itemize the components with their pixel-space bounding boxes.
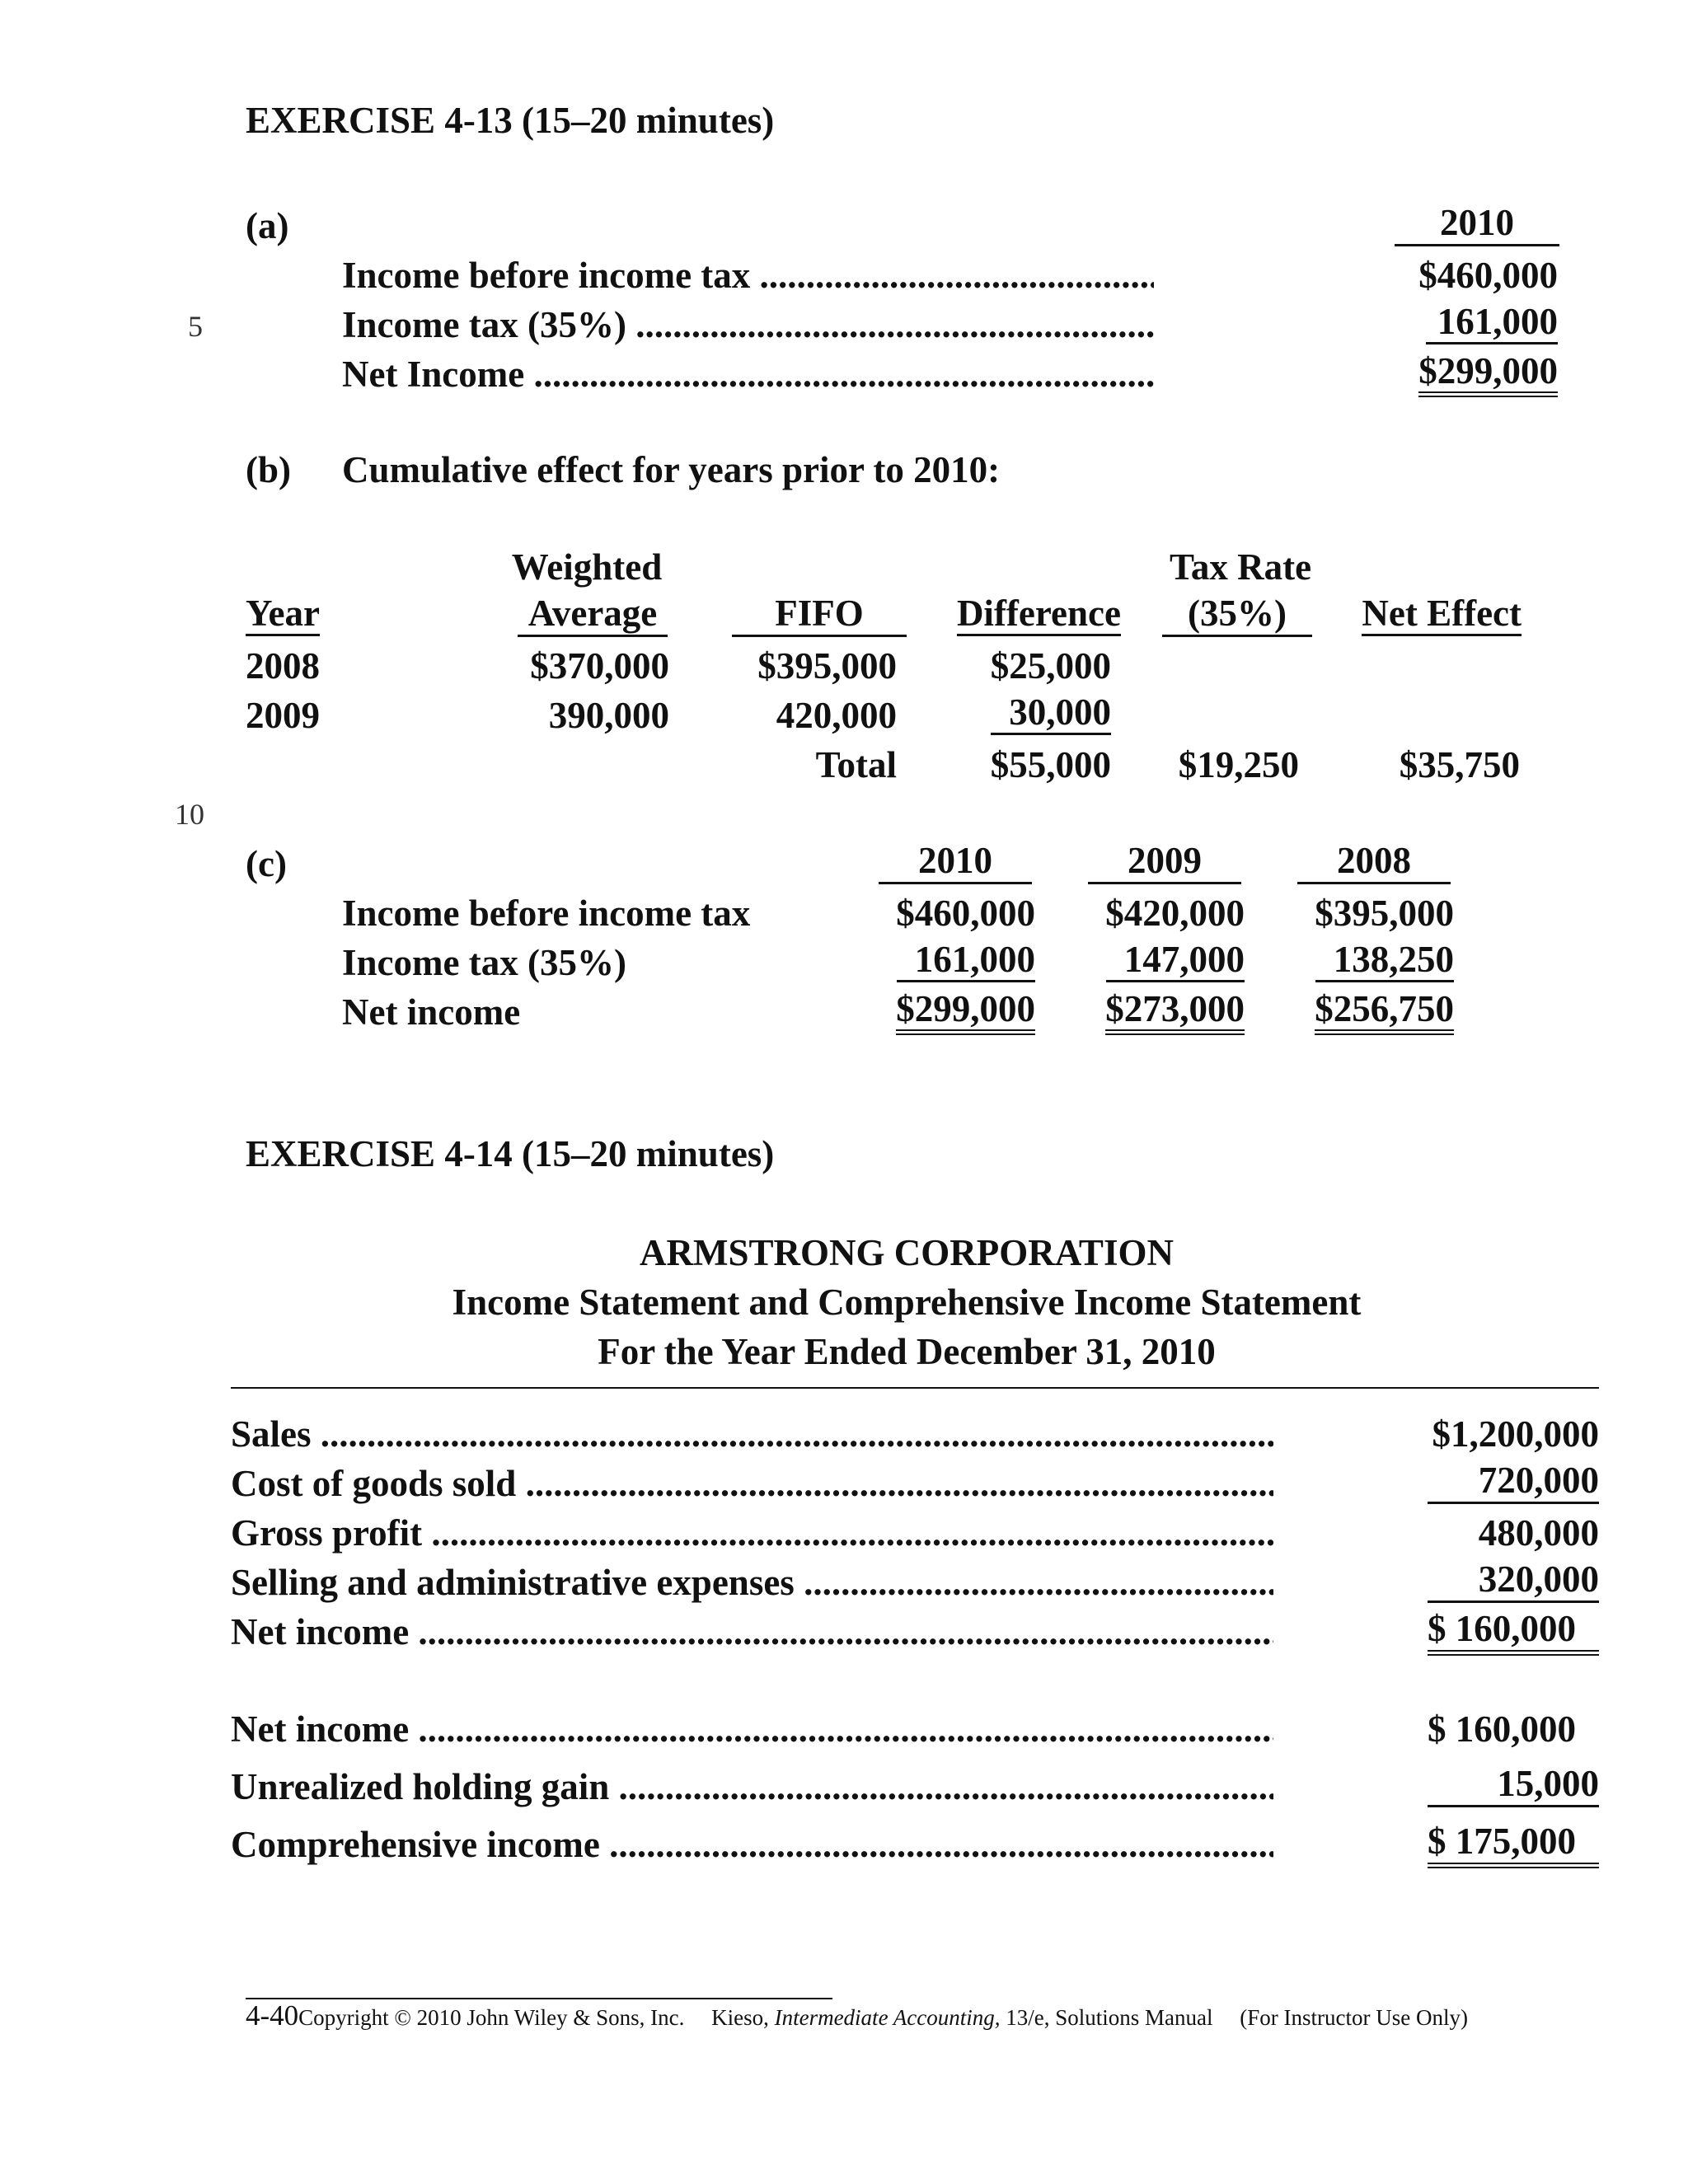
income-row-label: Cost of goods sold ..... bbox=[231, 1459, 1273, 1508]
header-tax-rate: Tax Rate bbox=[1169, 546, 1312, 588]
part-c-value: 161,000 bbox=[865, 938, 1035, 981]
statement-title: Income Statement and Comprehensive Income Statement bbox=[452, 1282, 1362, 1323]
part-c-value: $420,000 bbox=[1105, 893, 1245, 934]
part-c-value: 147,000 bbox=[1075, 938, 1245, 981]
header-year: Year bbox=[246, 592, 320, 635]
part-c-year-header: 2009 bbox=[1088, 839, 1241, 884]
cumulative-total-label: Total bbox=[815, 744, 897, 785]
income-row-label: Gross profit ..... bbox=[231, 1508, 1273, 1558]
cumulative-total-difference: $55,000 bbox=[990, 744, 1111, 785]
cumulative-average: 390,000 bbox=[548, 695, 669, 736]
income-row-value: 320,000 bbox=[1401, 1558, 1599, 1603]
cumulative-average: $370,000 bbox=[530, 645, 669, 687]
comprehensive-row-value: 15,000 bbox=[1401, 1762, 1599, 1807]
income-row-label: Net income ..... bbox=[231, 1607, 1273, 1657]
footer bbox=[246, 2001, 1468, 2032]
part-c-value: $395,000 bbox=[1315, 893, 1454, 934]
page-number: 4-40 bbox=[246, 1999, 299, 2032]
header-fifo: FIFO bbox=[732, 592, 907, 637]
cumulative-total-tax: $19,250 bbox=[1178, 744, 1299, 785]
comprehensive-row-value: $ 160,000 bbox=[1428, 1708, 1576, 1750]
income-row-value: $1,200,000 bbox=[1432, 1413, 1599, 1455]
part-c-value: $299,000 bbox=[865, 987, 1035, 1030]
part-a-label: (a) bbox=[246, 205, 289, 246]
header-net-effect: Net Effect bbox=[1335, 592, 1522, 635]
exercise-4-14-title: EXERCISE 4-14 (15–20 minutes) bbox=[246, 1133, 775, 1174]
part-a-row-label: Net Income ..... bbox=[342, 349, 1154, 399]
comprehensive-row-label: Net income ..... bbox=[231, 1704, 1273, 1754]
part-a-row-value: $460,000 bbox=[1418, 255, 1558, 296]
header-average: Average bbox=[518, 592, 668, 637]
footer-note: (For Instructor Use Only) bbox=[1240, 2005, 1468, 2030]
cumulative-year: 2008 bbox=[246, 645, 320, 687]
part-c-year-header: 2010 bbox=[879, 839, 1032, 884]
income-row-value: $ 160,000 bbox=[1401, 1607, 1599, 1656]
cumulative-difference: 30,000 bbox=[946, 691, 1111, 733]
part-a-row-value: 161,000 bbox=[1385, 300, 1558, 343]
footer-edition: 13/e, Solutions Manual bbox=[1000, 2005, 1213, 2030]
company-name: ARMSTRONG CORPORATION bbox=[640, 1232, 1174, 1273]
line-number-5: 5 bbox=[188, 310, 203, 343]
footer-divider bbox=[246, 1998, 832, 1999]
footer-book-title: Intermediate Accounting, bbox=[774, 2005, 1001, 2030]
part-c-value: $460,000 bbox=[896, 893, 1035, 934]
income-row-label: Selling and administrative expenses ..... bbox=[231, 1558, 1273, 1607]
comprehensive-row-label: Comprehensive income ..... bbox=[231, 1820, 1273, 1869]
part-a-row-label: Income tax (35%) ..... bbox=[342, 300, 1154, 349]
part-c-row-label: Income before income tax bbox=[342, 893, 751, 934]
footer-author: Kieso, bbox=[711, 2005, 775, 2030]
comprehensive-row-value: $ 175,000 bbox=[1401, 1820, 1599, 1868]
exercise-4-13-title: EXERCISE 4-13 (15–20 minutes) bbox=[246, 100, 775, 141]
part-c-year-header: 2008 bbox=[1297, 839, 1451, 884]
income-row-label: Sales ..... bbox=[231, 1409, 1273, 1459]
part-b-heading: Cumulative effect for years prior to 2010: bbox=[342, 449, 1001, 490]
cumulative-fifo: $395,000 bbox=[757, 645, 897, 687]
cumulative-fifo: 420,000 bbox=[776, 695, 897, 736]
part-a-year-header: 2010 bbox=[1395, 201, 1559, 246]
header-weighted: Weighted bbox=[511, 546, 663, 588]
part-b-label: (b) bbox=[246, 449, 291, 490]
part-a-row-value: $299,000 bbox=[1385, 349, 1558, 392]
part-c-value: $273,000 bbox=[1075, 987, 1245, 1030]
header-tax-pct: (35%) bbox=[1162, 592, 1312, 637]
cumulative-year: 2009 bbox=[246, 695, 320, 736]
part-c-row-label: Income tax (35%) bbox=[342, 942, 626, 983]
header-difference: Difference bbox=[940, 592, 1121, 635]
statement-period: For the Year Ended December 31, 2010 bbox=[598, 1331, 1216, 1372]
income-row-value: 720,000 bbox=[1401, 1459, 1599, 1504]
cumulative-total-net-effect: $35,750 bbox=[1399, 744, 1520, 785]
part-c-value: 138,250 bbox=[1284, 938, 1454, 981]
part-c-label: (c) bbox=[246, 843, 287, 884]
cumulative-difference: $25,000 bbox=[990, 645, 1111, 687]
income-row-value: 480,000 bbox=[1478, 1512, 1599, 1554]
line-number-10: 10 bbox=[175, 798, 204, 831]
part-c-row-label: Net income bbox=[342, 991, 521, 1033]
footer-copyright: Copyright © 2010 John Wiley & Sons, Inc. bbox=[298, 2005, 685, 2030]
part-a-row-label: Income before income tax ..... bbox=[342, 251, 1154, 300]
part-c-value: $256,750 bbox=[1284, 987, 1454, 1030]
comprehensive-row-label: Unrealized holding gain ..... bbox=[231, 1762, 1273, 1811]
heading-divider bbox=[231, 1387, 1599, 1389]
